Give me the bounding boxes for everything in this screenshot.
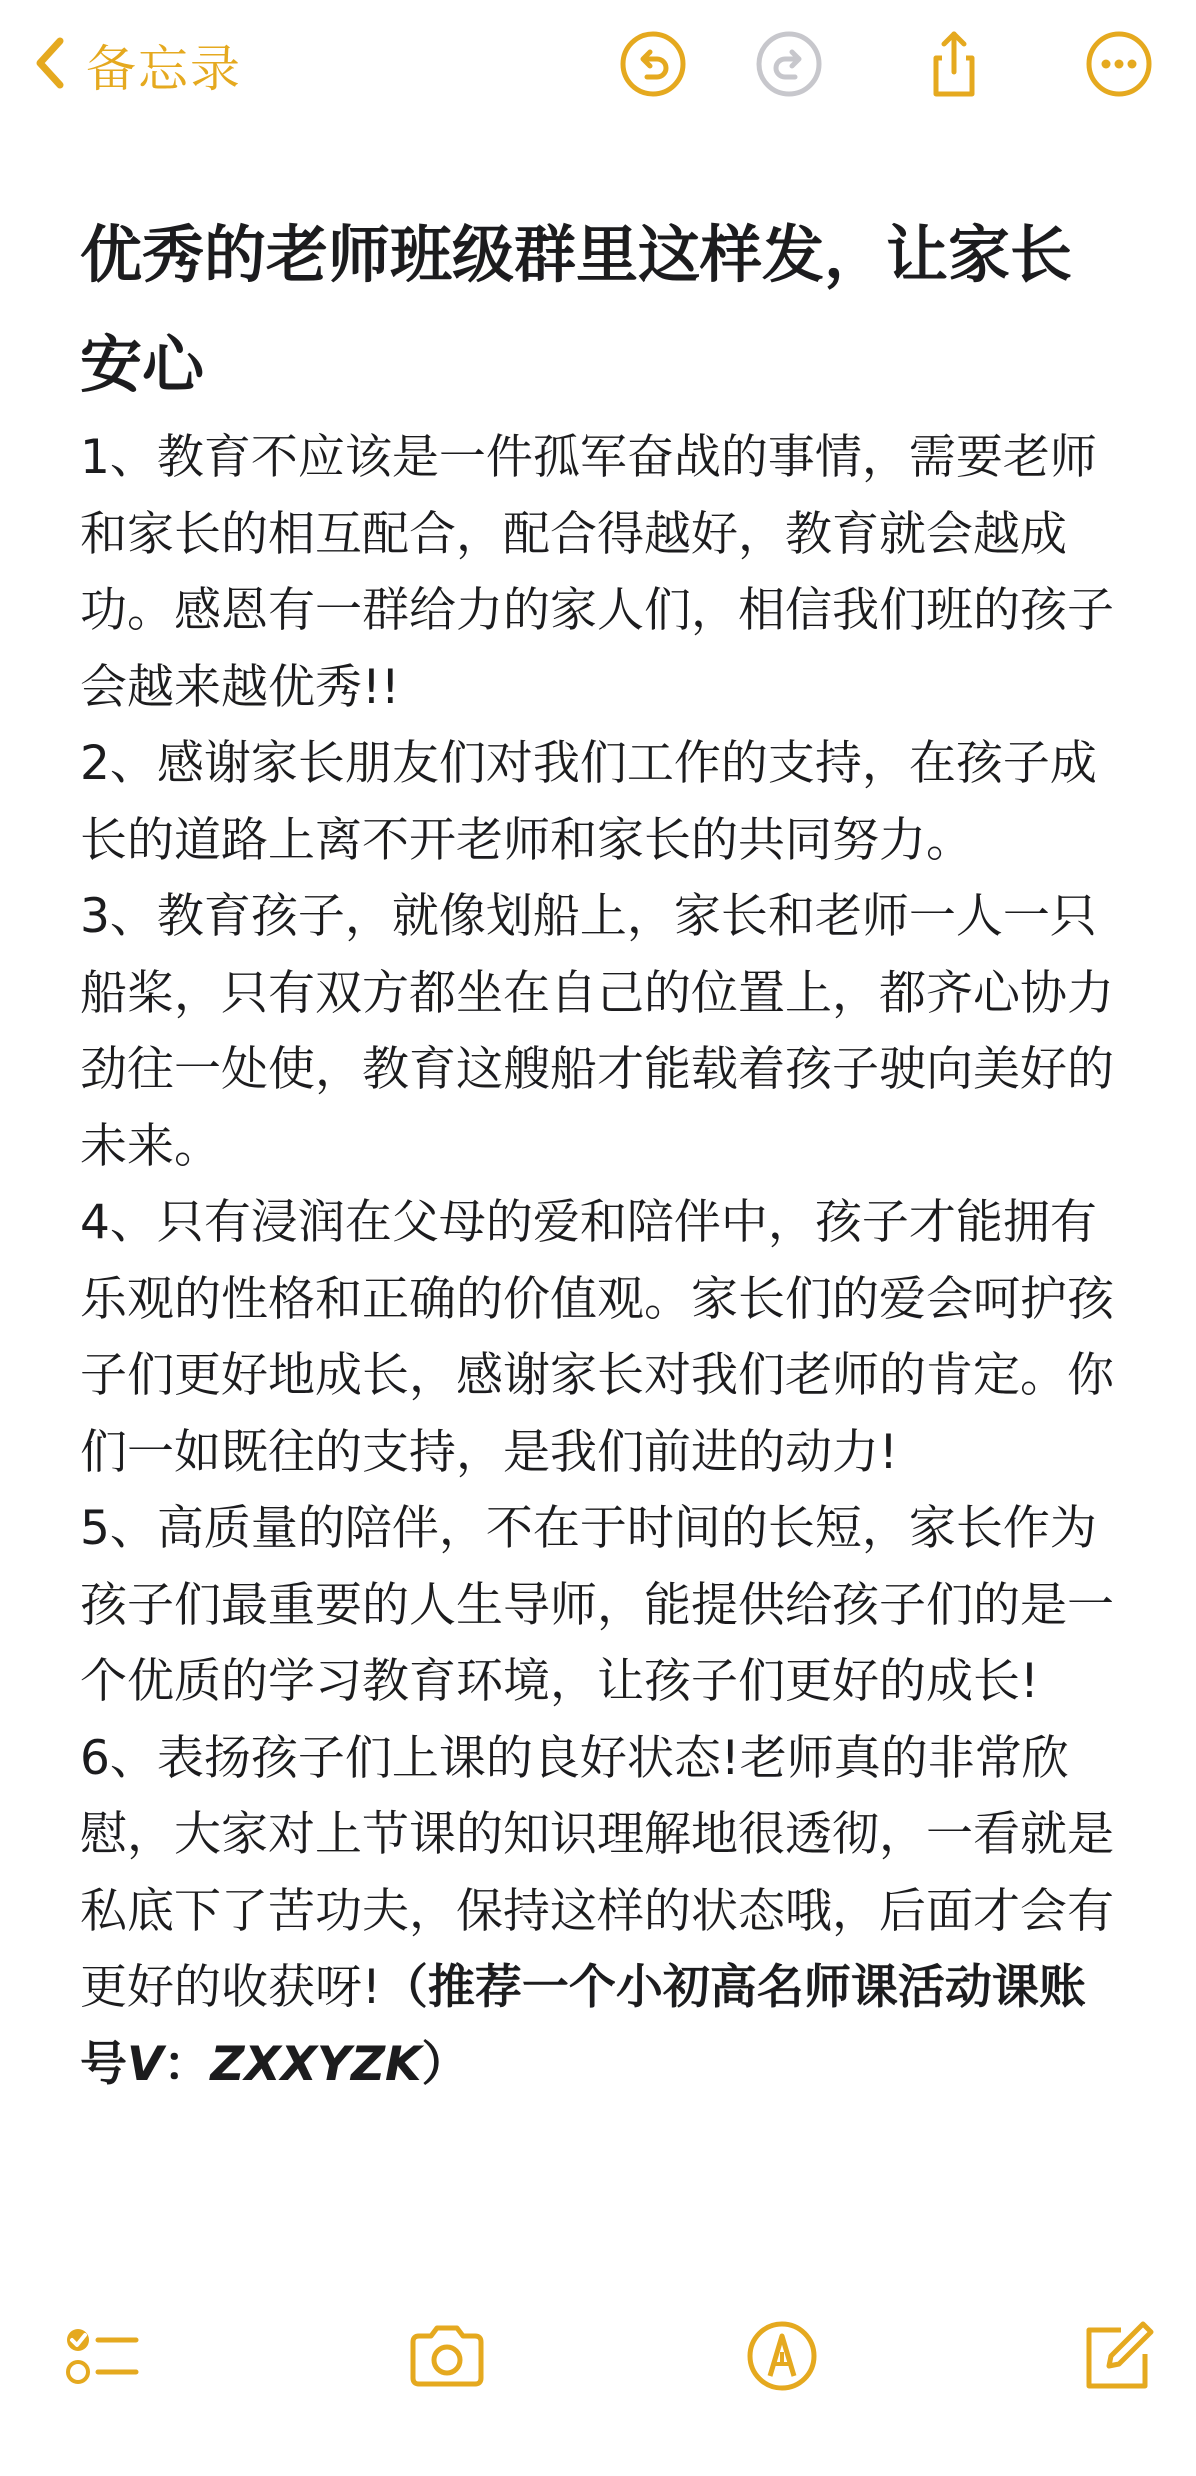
promo-account: ZXXYZK [210,2036,422,2092]
note-paragraph: 5、高质量的陪伴，不在于时间的长短，家长作为孩子们最重要的人生导师，能提供给孩子们的是一个优质的学习教育环境，让孩子们更好的成长! [80,1501,1114,1709]
markup-button[interactable] [740,2316,824,2400]
more-icon [1083,28,1155,104]
note-paragraph-last [80,1721,1120,2104]
bottom-toolbar [0,2290,1196,2430]
note-paragraph-text: 6、表扬孩子们上课的良好状态!老师真的非常欣慰，大家对上节课的知识理解地很透彻，一看就是私底下了苦功夫，保持这样的状态哦，后面才会有更好的收获呀! [80,1730,1114,2015]
undo-icon [617,28,689,104]
promo-sep: ： [163,2036,211,2092]
redo-button[interactable] [753,30,825,102]
markup-pen-icon [740,2314,824,2402]
top-toolbar [0,0,1196,140]
share-button[interactable] [918,30,990,102]
note-paragraph: 3、教育孩子，就像划船上，家长和老师一人一只船桨，只有双方都坐在自己的位置上，都齐心协力劲往一处使，教育这艘船才能载着孩子驶向美好的未来。 [80,889,1114,1174]
share-icon [918,28,990,104]
note-paragraph: 2、感谢家长朋友们对我们工作的支持，在孩子成长的道路上离不开老师和家长的共同努力。 [80,736,1097,868]
promo-open: （推荐一个小初高名师课活动课账号 [80,1960,1086,2092]
back-button[interactable] [30,28,242,102]
checklist-icon [60,2314,144,2402]
note-paragraph: 1、教育不应该是一件孤军奋战的事情，需要老师和家长的相互配合，配合得越好，教育就会越成功。感恩有一群给力的家人们，相信我们班的孩子会越来越优秀!! [80,430,1114,715]
promo-v: V [127,2036,164,2092]
compose-button[interactable] [1075,2316,1159,2400]
camera-button[interactable] [405,2316,489,2400]
back-label: 备忘录 [86,40,242,98]
camera-icon [405,2314,489,2402]
compose-icon [1075,2314,1159,2402]
note-content[interactable] [80,200,1120,2103]
redo-icon [753,28,825,104]
note-paragraph: 4、只有浸润在父母的爱和陪伴中，孩子才能拥有乐观的性格和正确的价值观。家长们的爱会呵护孩子们更好地成长，感谢家长对我们老师的肯定。你们一如既往的支持，是我们前进的动力! [80,1195,1114,1480]
undo-button[interactable] [617,30,689,102]
note-title: 优秀的老师班级群里这样发，让家长安心 [80,218,1073,401]
note-body [80,420,1120,2103]
promo-close: ） [421,2036,469,2092]
chevron-left-icon [30,33,70,97]
checklist-button[interactable] [60,2316,144,2400]
more-button[interactable] [1083,30,1155,102]
